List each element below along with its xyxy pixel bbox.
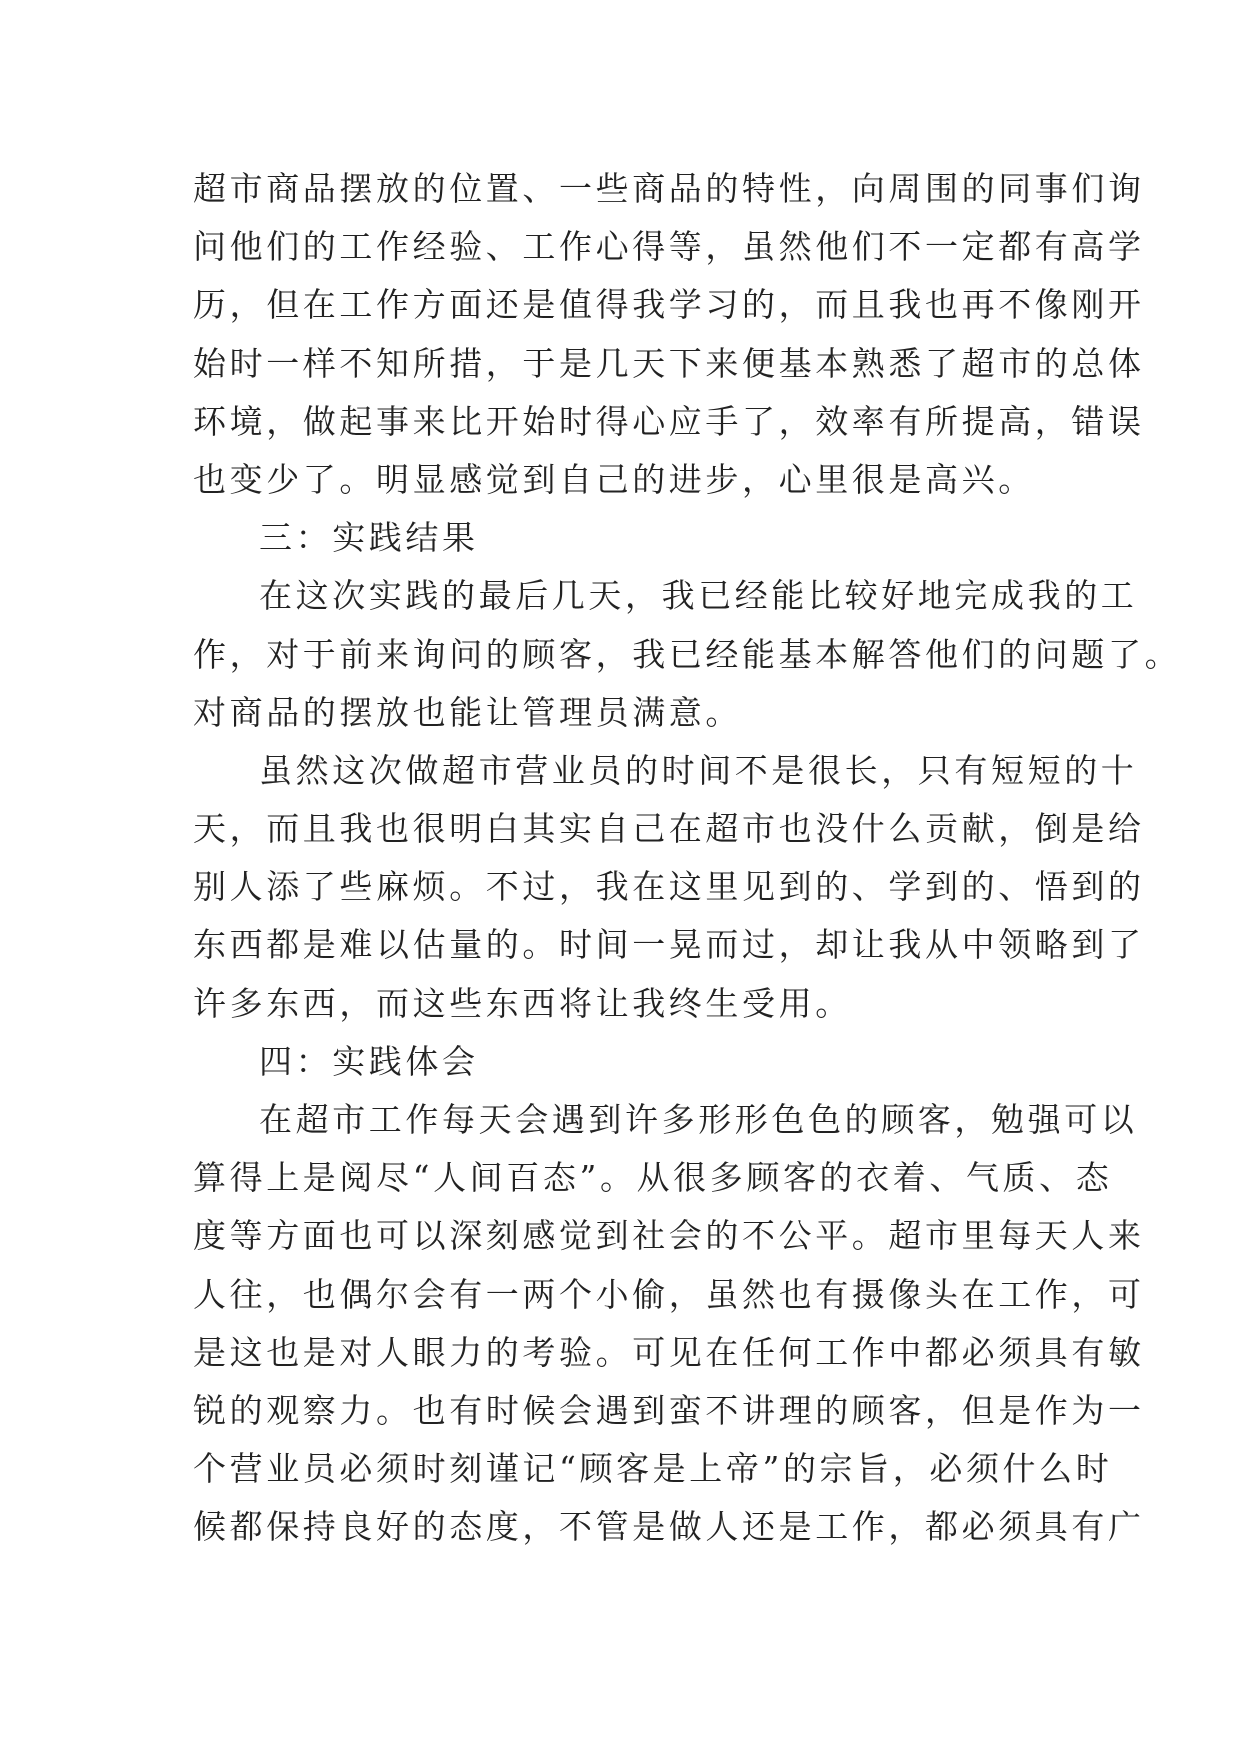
text-line: 在这次实践的最后几天，我已经能比较好地完成我的工 bbox=[259, 576, 1138, 616]
text-line: 问他们的工作经验、工作心得等，虽然他们不一定都有高学 bbox=[193, 227, 1145, 267]
text-line: 超市商品摆放的位置、一些商品的特性，向周围的同事们询 bbox=[193, 169, 1145, 208]
section-heading: 四：实践体会 bbox=[259, 1041, 479, 1081]
text-line: 天，而且我也很明白其实自己在超市也没什么贡献，倒是给 bbox=[193, 809, 1145, 849]
text-line: 许多东西，而这些东西将让我终生受用。 bbox=[193, 983, 852, 1023]
text-line: 虽然这次做超市营业员的时间不是很长，只有短短的十 bbox=[259, 750, 1138, 790]
text-line: 别人添了些麻烦。不过，我在这里见到的、学到的、悟到的 bbox=[193, 867, 1145, 907]
text-line: 东西都是难以估量的。时间一晃而过，却让我从中领略到了 bbox=[193, 925, 1145, 965]
text-line: 度等方面也可以深刻感觉到社会的不公平。超市里每天人来 bbox=[193, 1216, 1145, 1256]
text-line: 是这也是对人眼力的考验。可见在任何工作中都必须具有敏 bbox=[193, 1332, 1145, 1372]
text-line: 历，但在工作方面还是值得我学习的，而且我也再不像刚开 bbox=[193, 285, 1145, 325]
section-heading: 三：实践结果 bbox=[259, 518, 479, 558]
text-line: 也变少了。明显感觉到自己的进步，心里很是高兴。 bbox=[193, 459, 1035, 499]
text-line: 始时一样不知所措，于是几天下来便基本熟悉了超市的总体 bbox=[193, 343, 1145, 383]
text-line: 对商品的摆放也能让管理员满意。 bbox=[193, 692, 742, 732]
document-body bbox=[193, 160, 1182, 1557]
text-line: 个营业员必须时刻谨记“顾客是上帝”的宗旨，必须什么时 bbox=[193, 1449, 1113, 1489]
text-line: 环境，做起事来比开始时得心应手了，效率有所提高，错误 bbox=[193, 401, 1145, 441]
text-line: 锐的观察力。也有时候会遇到蛮不讲理的顾客，但是作为一 bbox=[193, 1390, 1145, 1430]
text-line: 算得上是阅尽“人间百态”。从很多顾客的衣着、气质、态 bbox=[193, 1158, 1113, 1198]
text-line: 候都保持良好的态度，不管是做人还是工作，都必须具有广 bbox=[193, 1507, 1145, 1547]
text-line: 在超市工作每天会遇到许多形形色色的顾客，勉强可以 bbox=[259, 1100, 1138, 1139]
text-line: 人往，也偶尔会有一两个小偷，虽然也有摄像头在工作，可 bbox=[193, 1274, 1145, 1314]
text-line: 作，对于前来询问的顾客，我已经能基本解答他们的问题了。 bbox=[193, 634, 1182, 674]
